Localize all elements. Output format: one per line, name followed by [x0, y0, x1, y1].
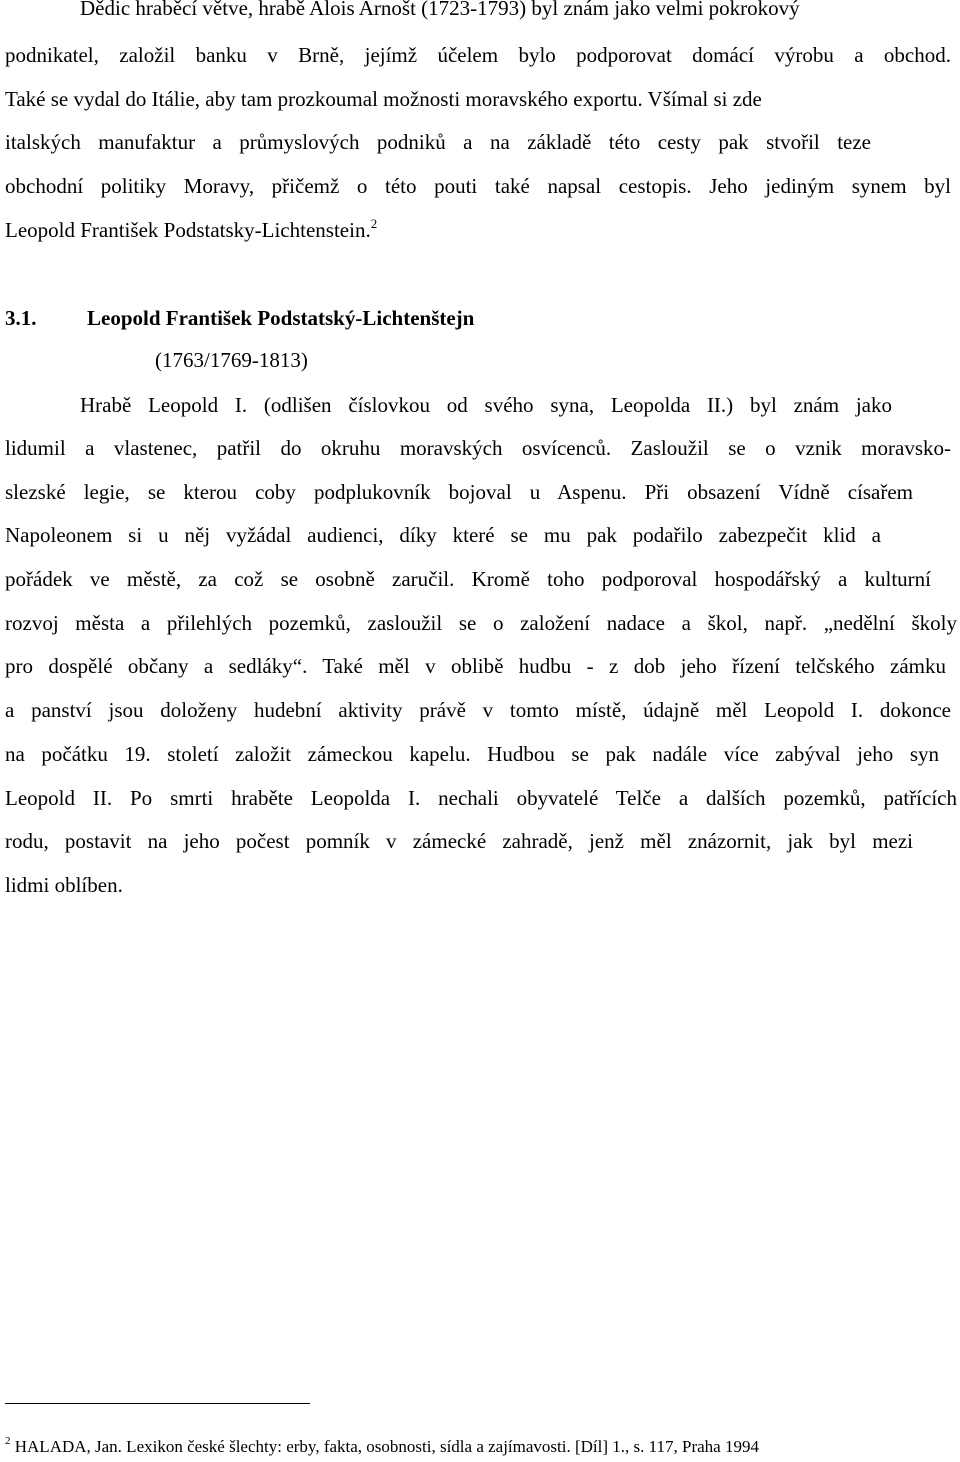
- paragraph-line: rozvoj města a přilehlých pozemků, zasloužil se o založení nadace a škol, např. „nedělní školy: [5, 611, 957, 635]
- section-dates: (1763/1769-1813): [155, 348, 308, 372]
- paragraph-line: pro dospělé občany a sedláky“. Také měl v oblibě hudbu - z dob jeho řízení telčského zámku: [5, 654, 946, 678]
- paragraph-line: Také se vydal do Itálie, aby tam prozkoumal možnosti moravského exportu. Všímal si zde: [5, 87, 762, 111]
- paragraph-line: italských manufaktur a průmyslových podniků a na základě této cesty pak stvořil teze: [5, 130, 871, 154]
- paragraph-line: pořádek ve městě, za což se osobně zaručil. Kromě toho podporoval hospodářský a kulturní: [5, 567, 931, 591]
- footnote: [5, 1437, 759, 1459]
- paragraph-line: Leopold II. Po smrti hraběte Leopolda I. nechali obyvatelé Telče a dalších pozemků, patřících: [5, 786, 957, 810]
- footnote-text: HALADA, Jan. Lexikon české šlechty: erby, fakta, osobnosti, sídla a zajímavosti. [Díl] 1., s. 117, Praha 1994: [14, 1437, 759, 1456]
- paragraph-line: podnikatel, založil banku v Brně, jejímž účelem bylo podporovat domácí výrobu a obchod.: [5, 43, 951, 67]
- paragraph-line: lidumil a vlastenec, patřil do okruhu moravských osvícenců. Zasloužil se o vznik moravsko-: [5, 436, 951, 460]
- paragraph-text: Leopold František Podstatsky-Lichtenstein.: [5, 218, 371, 242]
- paragraph-line: a panství jsou doloženy hudební aktivity právě v tomto místě, údajně měl Leopold I. dokonce: [5, 698, 951, 722]
- paragraph-line: Dědic hraběcí větve, hrabě Alois Arnošt (1723-1793) byl znám jako velmi pokrokový: [80, 0, 800, 20]
- footnote-separator: [5, 1403, 310, 1404]
- paragraph-line: Hrabě Leopold I. (odlišen číslovkou od svého syna, Leopolda II.) byl znám jako: [80, 393, 892, 417]
- section-title: Leopold František Podstatský-Lichtenštejn: [87, 306, 475, 330]
- section-number: 3.1.: [5, 306, 37, 330]
- paragraph-line: na počátku 19. století založit zámeckou kapelu. Hudbou se pak nadále více zabýval jeho syn: [5, 742, 939, 766]
- paragraph-last-line: [5, 218, 377, 245]
- paragraph-line: slezské legie, se kterou coby podplukovník bojoval u Aspenu. Při obsazení Vídně císařem: [5, 480, 913, 504]
- paragraph-line: obchodní politiky Moravy, přičemž o této pouti také napsal cestopis. Jeho jediným synem byl: [5, 174, 951, 198]
- paragraph-line: rodu, postavit na jeho počest pomník v zámecké zahradě, jenž měl znázornit, jak byl mezi: [5, 829, 913, 853]
- paragraph-line: Napoleonem si u něj vyžádal audienci, díky které se mu pak podařilo zabezpečit klid a: [5, 523, 881, 547]
- paragraph-line: lidmi oblíben.: [5, 873, 123, 897]
- footnote-reference[interactable]: 2: [370, 216, 378, 231]
- footnote-number: 2: [5, 1435, 11, 1447]
